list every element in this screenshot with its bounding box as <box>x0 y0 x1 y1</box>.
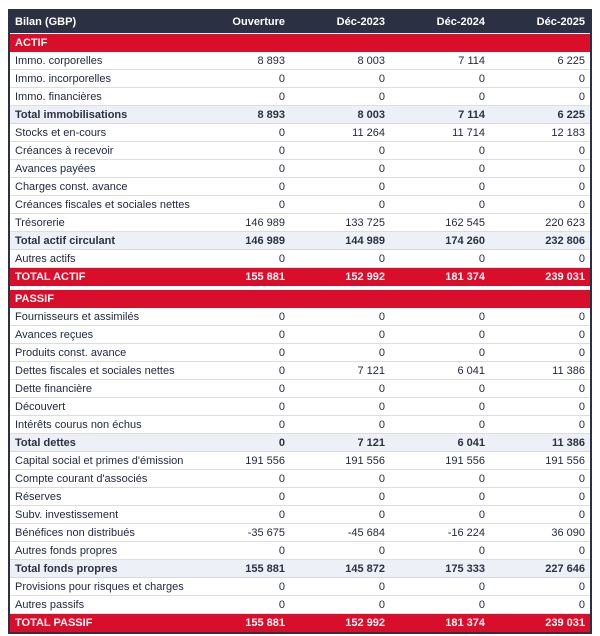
row-label: Compte courant d'associés <box>15 472 148 485</box>
row-label: Réserves <box>15 490 62 503</box>
table-row <box>10 398 590 416</box>
row-value: 0 <box>378 162 385 175</box>
row-value: 0 <box>278 544 285 557</box>
row-value: 8 893 <box>257 108 285 121</box>
row-label: Stocks et en-cours <box>15 126 107 139</box>
row-value: 0 <box>578 310 585 323</box>
row-value: 0 <box>578 382 585 395</box>
row-value: 0 <box>578 346 585 359</box>
row-label: TOTAL ACTIF <box>15 271 86 283</box>
row-value: 0 <box>478 162 485 175</box>
subtotal-row <box>10 560 590 578</box>
row-value: 146 989 <box>245 216 285 229</box>
table-row <box>10 88 590 106</box>
row-label: Capital social et primes d'émission <box>15 454 184 467</box>
row-value: 191 556 <box>545 454 585 467</box>
row-value: 146 989 <box>245 234 285 247</box>
row-value: 133 725 <box>345 216 385 229</box>
row-value: 0 <box>378 490 385 503</box>
row-label: Immo. financières <box>15 90 102 103</box>
row-label: Total immobilisations <box>15 108 128 121</box>
row-value: 0 <box>478 90 485 103</box>
row-label: Dettes fiscales et sociales nettes <box>15 364 175 377</box>
row-value: 155 881 <box>245 562 285 575</box>
row-value: 0 <box>578 252 585 265</box>
row-value: -16 224 <box>447 526 485 539</box>
row-value: 0 <box>378 598 385 611</box>
row-label: Découvert <box>15 400 66 413</box>
row-value: 0 <box>478 72 485 85</box>
row-value: 0 <box>278 490 285 503</box>
row-label: Bénéfices non distribués <box>15 526 135 539</box>
row-label: TOTAL PASSIF <box>15 617 93 629</box>
row-value: 8 003 <box>357 54 385 67</box>
section-band-passif <box>10 290 590 308</box>
total-row <box>10 268 590 286</box>
table-row <box>10 524 590 542</box>
row-label: Charges const. avance <box>15 180 128 193</box>
row-value: 7 114 <box>458 108 485 121</box>
row-label: Autres actifs <box>15 252 76 265</box>
section-title: PASSIF <box>15 293 54 305</box>
table-row <box>10 70 590 88</box>
row-value: 0 <box>578 400 585 413</box>
row-value: 175 333 <box>445 562 485 575</box>
row-value: 0 <box>478 328 485 341</box>
row-value: 0 <box>378 472 385 485</box>
row-value: 36 090 <box>551 526 585 539</box>
row-value: 239 031 <box>545 617 585 629</box>
column-header-dec-2024: Déc-2024 <box>436 16 485 28</box>
row-label: Créances à recevoir <box>15 144 114 157</box>
row-value: 8 003 <box>357 108 385 121</box>
row-value: 0 <box>378 144 385 157</box>
row-value: 6 041 <box>457 364 485 377</box>
row-value: 0 <box>578 180 585 193</box>
table-row <box>10 362 590 380</box>
row-value: 181 374 <box>445 617 485 629</box>
row-value: 0 <box>478 310 485 323</box>
row-value: 0 <box>578 418 585 431</box>
table-row <box>10 124 590 142</box>
row-label: Créances fiscales et sociales nettes <box>15 198 190 211</box>
row-value: 0 <box>578 90 585 103</box>
row-value: 0 <box>478 598 485 611</box>
table-row <box>10 52 590 70</box>
row-value: 6 041 <box>457 436 485 449</box>
row-value: 0 <box>578 490 585 503</box>
row-value: 0 <box>378 580 385 593</box>
row-value: 0 <box>278 144 285 157</box>
row-value: 0 <box>378 544 385 557</box>
row-label: Avances payées <box>15 162 96 175</box>
row-value: 0 <box>378 72 385 85</box>
table-row <box>10 142 590 160</box>
table-row <box>10 344 590 362</box>
row-value: 162 545 <box>445 216 485 229</box>
row-value: 0 <box>478 144 485 157</box>
row-value: 0 <box>278 328 285 341</box>
row-label: Trésorerie <box>15 216 65 229</box>
table-row <box>10 488 590 506</box>
row-value: 0 <box>578 144 585 157</box>
subtotal-row <box>10 106 590 124</box>
row-value: 181 374 <box>445 271 485 283</box>
row-value: 0 <box>378 328 385 341</box>
row-value: 0 <box>578 598 585 611</box>
table-header-row <box>10 11 590 34</box>
table-row <box>10 452 590 470</box>
row-value: 232 806 <box>545 234 585 247</box>
row-value: 144 989 <box>345 234 385 247</box>
row-value: 0 <box>578 72 585 85</box>
row-label: Immo. corporelles <box>15 54 103 67</box>
row-value: 0 <box>278 418 285 431</box>
table-row <box>10 470 590 488</box>
row-value: 0 <box>578 328 585 341</box>
row-value: 7 114 <box>458 54 485 67</box>
row-value: 6 225 <box>557 54 585 67</box>
row-label: Produits const. avance <box>15 346 127 359</box>
column-header-bilan: Bilan (GBP) <box>15 16 77 28</box>
row-value: 0 <box>278 580 285 593</box>
row-value: 152 992 <box>345 617 385 629</box>
total-row <box>10 614 590 632</box>
row-value: 11 386 <box>551 436 585 449</box>
row-label: Fournisseurs et assimilés <box>15 310 140 323</box>
table-body <box>10 34 590 632</box>
row-value: 0 <box>478 490 485 503</box>
row-label: Immo. incorporelles <box>15 72 111 85</box>
row-value: -35 675 <box>247 526 285 539</box>
row-value: 0 <box>278 598 285 611</box>
table-row <box>10 196 590 214</box>
table-row <box>10 308 590 326</box>
row-value: 0 <box>478 198 485 211</box>
row-value: 11 714 <box>452 126 485 139</box>
table-row <box>10 542 590 560</box>
row-value: 0 <box>278 310 285 323</box>
section-band-actif <box>10 34 590 52</box>
row-label: Subv. investissement <box>15 508 119 521</box>
row-value: -45 684 <box>347 526 385 539</box>
row-value: 7 121 <box>357 364 385 377</box>
row-label: Total fonds propres <box>15 562 118 575</box>
row-value: 0 <box>278 364 285 377</box>
row-value: 0 <box>478 580 485 593</box>
row-value: 239 031 <box>545 271 585 283</box>
table-row <box>10 506 590 524</box>
row-value: 0 <box>278 162 285 175</box>
row-value: 0 <box>378 90 385 103</box>
row-value: 12 183 <box>551 126 585 139</box>
section-title: ACTIF <box>15 37 48 49</box>
row-value: 0 <box>478 346 485 359</box>
row-value: 0 <box>378 418 385 431</box>
row-value: 155 881 <box>245 271 285 283</box>
row-label: Total dettes <box>15 436 76 449</box>
row-value: 0 <box>278 126 285 139</box>
table-row <box>10 214 590 232</box>
row-value: 0 <box>478 180 485 193</box>
row-value: 0 <box>378 198 385 211</box>
row-value: 0 <box>378 400 385 413</box>
row-value: 191 556 <box>245 454 285 467</box>
table-row <box>10 178 590 196</box>
row-value: 0 <box>578 580 585 593</box>
row-value: 220 623 <box>545 216 585 229</box>
table-row <box>10 596 590 614</box>
row-value: 191 556 <box>345 454 385 467</box>
row-value: 0 <box>278 346 285 359</box>
row-value: 11 264 <box>352 126 385 139</box>
row-label: Autres fonds propres <box>15 544 118 557</box>
row-value: 152 992 <box>345 271 385 283</box>
row-value: 0 <box>278 90 285 103</box>
row-label: Avances reçues <box>15 328 94 341</box>
row-value: 0 <box>578 162 585 175</box>
subtotal-row <box>10 434 590 452</box>
row-value: 0 <box>278 180 285 193</box>
row-value: 0 <box>278 472 285 485</box>
row-value: 0 <box>278 72 285 85</box>
row-label: Total actif circulant <box>15 234 116 247</box>
table-row <box>10 250 590 268</box>
row-value: 0 <box>478 418 485 431</box>
row-value: 0 <box>278 252 285 265</box>
row-value: 227 646 <box>545 562 585 575</box>
row-value: 174 260 <box>445 234 485 247</box>
row-value: 0 <box>278 400 285 413</box>
row-value: 6 225 <box>557 108 585 121</box>
table-row <box>10 380 590 398</box>
row-value: 0 <box>578 544 585 557</box>
subtotal-row <box>10 232 590 250</box>
row-label: Provisions pour risques et charges <box>15 580 184 593</box>
table-row <box>10 160 590 178</box>
row-value: 0 <box>278 436 285 449</box>
row-value: 0 <box>478 400 485 413</box>
row-label: Dette financière <box>15 382 93 395</box>
row-value: 0 <box>578 508 585 521</box>
column-header-ouverture: Ouverture <box>232 16 285 28</box>
row-value: 155 881 <box>245 617 285 629</box>
row-label: Intérêts courus non échus <box>15 418 142 431</box>
row-value: 0 <box>278 382 285 395</box>
row-value: 0 <box>378 180 385 193</box>
row-label: Autres passifs <box>15 598 85 611</box>
row-value: 0 <box>478 382 485 395</box>
row-value: 0 <box>278 508 285 521</box>
row-value: 11 386 <box>552 364 585 377</box>
row-value: 0 <box>478 544 485 557</box>
row-value: 0 <box>578 198 585 211</box>
row-value: 0 <box>378 310 385 323</box>
row-value: 145 872 <box>345 562 385 575</box>
column-header-dec-2025: Déc-2025 <box>536 16 585 28</box>
row-value: 8 893 <box>257 54 285 67</box>
row-value: 0 <box>478 508 485 521</box>
row-value: 0 <box>278 198 285 211</box>
row-value: 0 <box>578 472 585 485</box>
row-value: 0 <box>378 508 385 521</box>
row-value: 0 <box>378 382 385 395</box>
table-row <box>10 578 590 596</box>
column-header-dec-2023: Déc-2023 <box>336 16 385 28</box>
row-value: 7 121 <box>357 436 385 449</box>
row-value: 0 <box>478 472 485 485</box>
table-row <box>10 416 590 434</box>
row-value: 191 556 <box>445 454 485 467</box>
row-value: 0 <box>378 252 385 265</box>
table-row <box>10 326 590 344</box>
row-value: 0 <box>378 346 385 359</box>
balance-sheet-table <box>8 9 592 634</box>
row-value: 0 <box>478 252 485 265</box>
